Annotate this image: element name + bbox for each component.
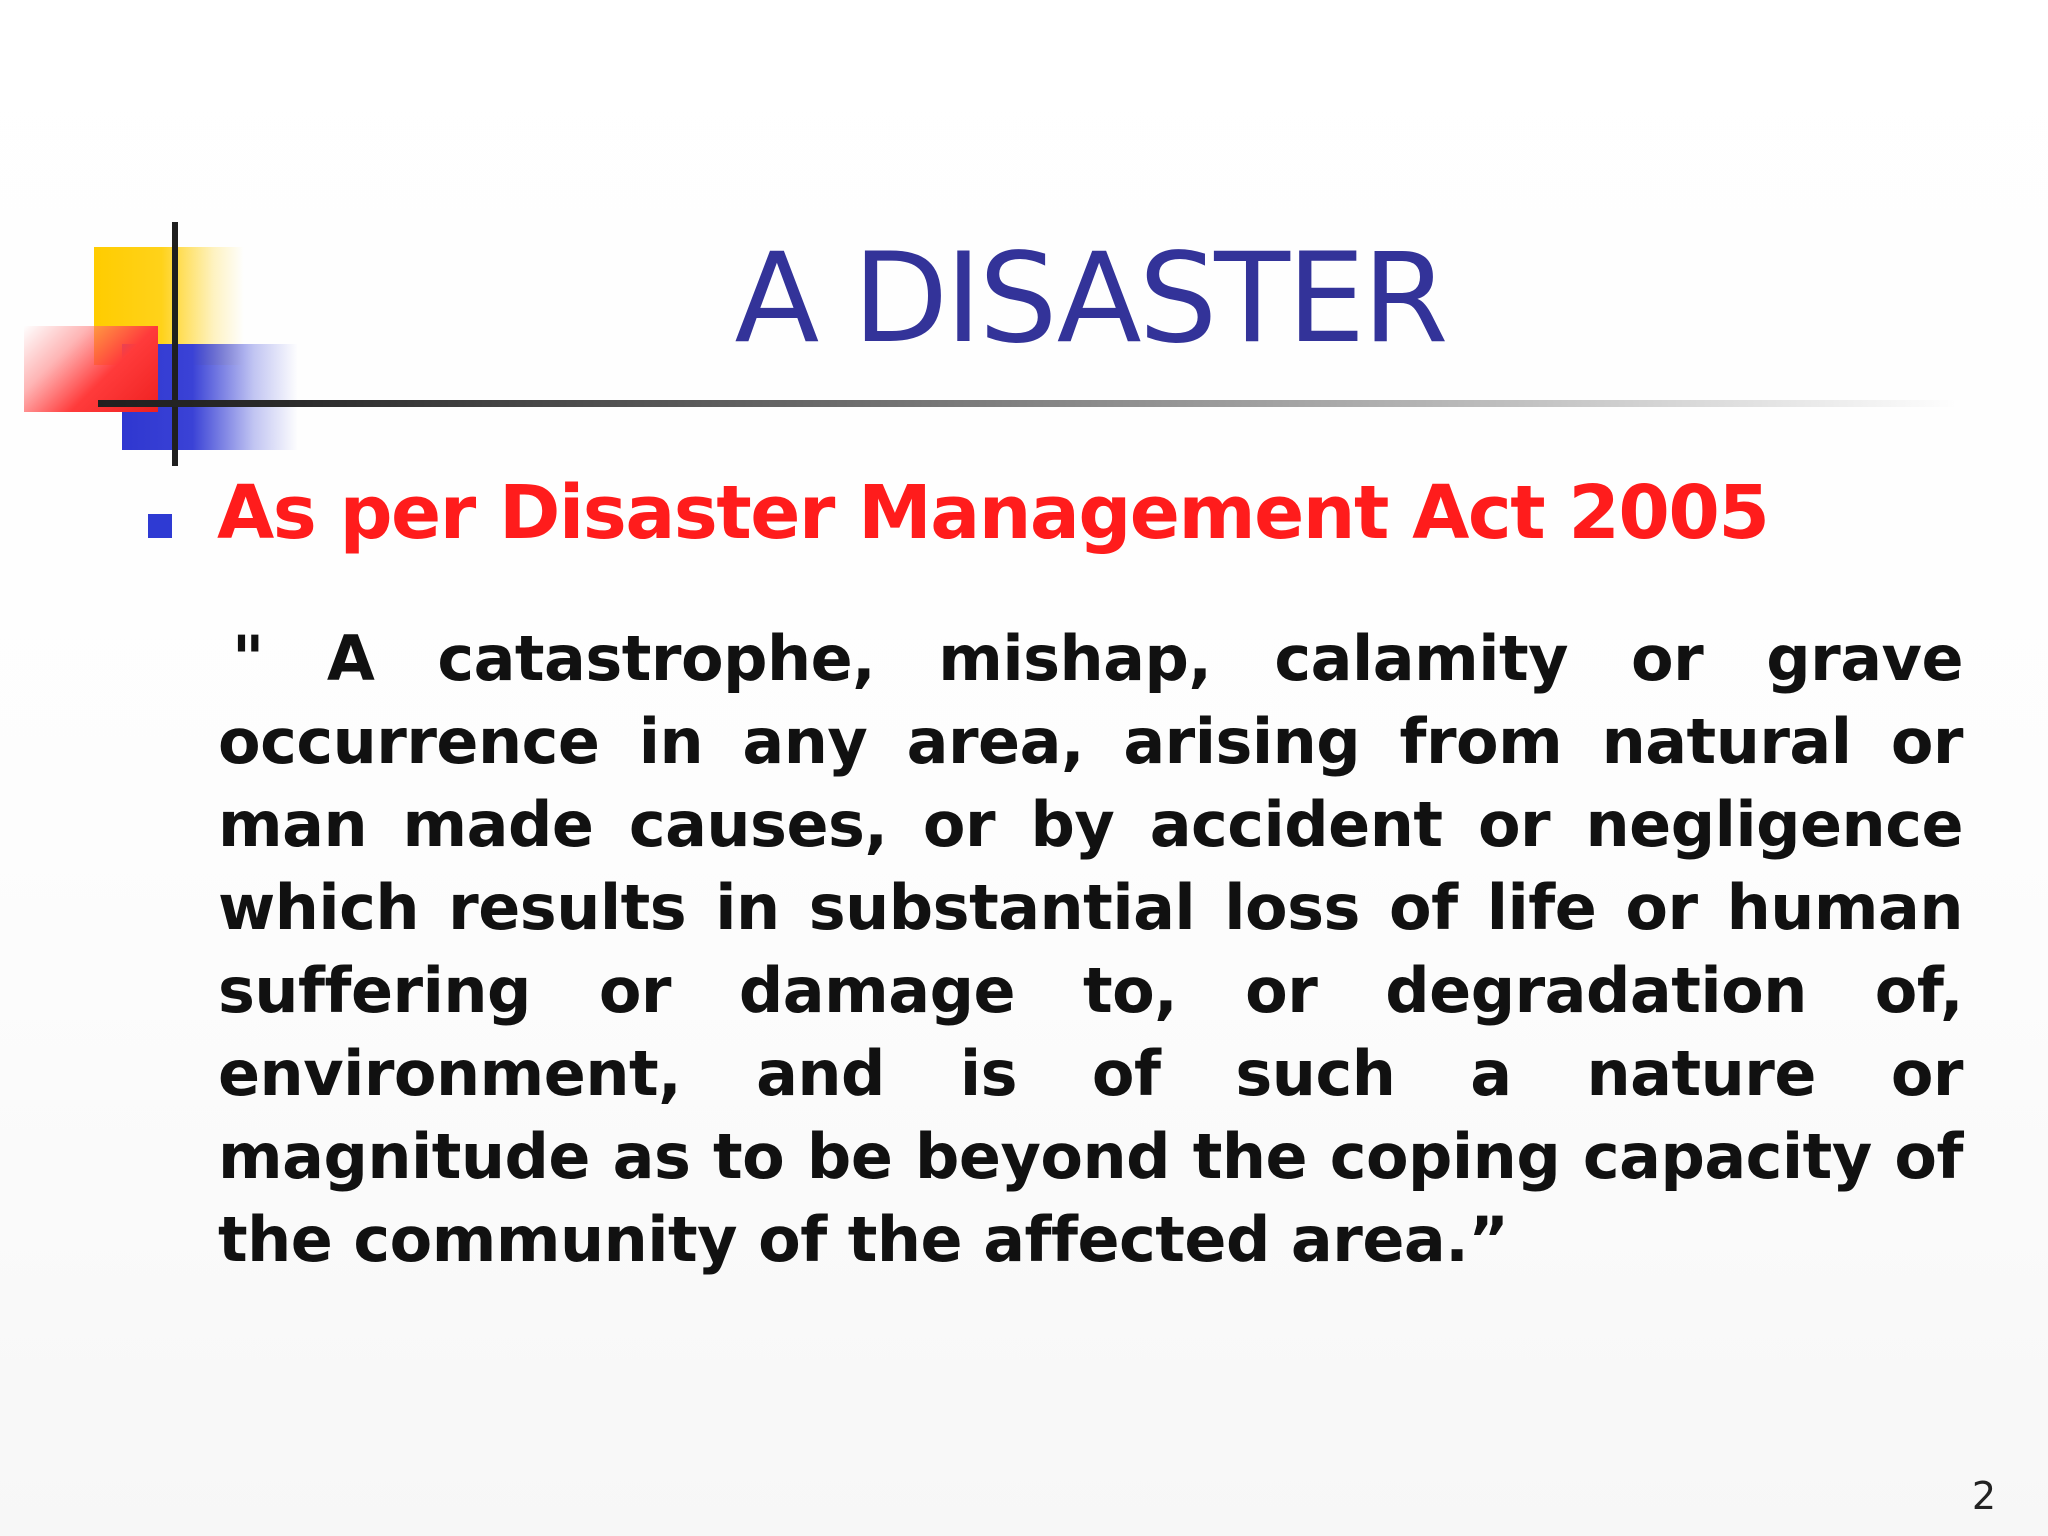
page-number: 2 (1971, 1474, 1996, 1518)
vertical-line-decoration (172, 222, 178, 466)
title-underline (98, 400, 1958, 407)
corner-decoration (0, 0, 300, 480)
definition-text: " A catastrophe, mishap, calamity or grave occurrence in any area, arising from natural or man made causes, or by accident or negligence which results in substantial loss of life or human suffering or damage to, or degradation of, environment, and is of such a nature or magnitude as to be beyond the coping capacity of the community of the affected area.” (218, 622, 1963, 1276)
slide-title: A DISASTER (734, 227, 1446, 371)
square-bullet-icon (148, 514, 172, 538)
bullet-heading: As per Disaster Management Act 2005 (217, 470, 1769, 556)
